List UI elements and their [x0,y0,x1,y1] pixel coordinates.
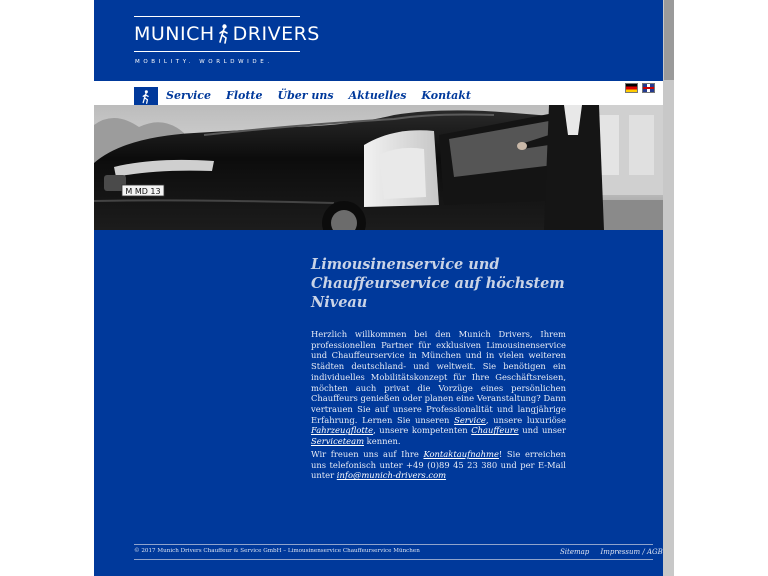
intro-text-e: kennen. [364,436,401,447]
logo-rule-bottom [134,51,300,52]
scrollbar-thumb[interactable] [664,0,674,80]
link-service[interactable]: Service [454,414,486,425]
contact-paragraph [311,449,566,481]
link-sitemap[interactable]: Sitemap [560,548,590,556]
intro-paragraph [311,329,566,447]
link-impressum[interactable]: Impressum / AGB [600,548,663,556]
hero-illustration [94,105,663,230]
license-plate: M MD 13 [125,187,161,196]
logo-name-right: DRIVERS [232,23,320,45]
intro-text-b: , unsere luxuriöse [485,414,567,425]
logo-wordmark [134,23,320,45]
language-switcher [625,83,655,93]
nav-item-kontakt[interactable]: Kontakt [421,89,471,102]
logo-name-left: MUNICH [134,23,215,45]
copyright: © 2017 Munich Drivers Chauffeur & Service GmbH – Limousinenservice Chauffeurservice München [134,548,420,554]
hero-image [94,105,663,230]
nav-item-ueber-uns[interactable]: Über uns [277,89,334,102]
logo-rule-top [134,16,300,17]
intro-text-d: und unser [518,425,566,436]
link-email[interactable]: info@munich-drivers.com [336,470,447,481]
flag-de-icon[interactable] [625,83,638,93]
nav-links [166,89,486,102]
contact-text-b: ! Sie erreichen uns telefonisch unter +49 (0)89 45 23 380 und per E-Mail unter [311,449,566,481]
runner-icon [141,90,151,104]
nav-item-service[interactable]: Service [166,89,212,102]
footer-divider-bottom [134,559,653,560]
footer-links [560,548,663,556]
scrollbar-track[interactable] [663,0,674,576]
intro-text-a: Herzlich willkommen bei den Munich Drivers, Ihrem professionellen Partner für exklusiven Limousinenservice und Chauffeurservice in München und in vielen weiteren Städten deutschland- und weltweit. Sie benötigen ein individuelles Mobilitätskonzept für Ihre Geschäftsreisen, möchten auch privat die Vorzüge eines persönlichen Chauffeurs genießen oder planen eine Veranstaltung? Dann vertrauen Sie auf unsere Professionalität und langjährige Erfahrung. Lernen Sie unseren [311,329,566,425]
nav-item-aktuelles[interactable]: Aktuelles [348,89,407,102]
flag-en-icon[interactable] [642,83,655,93]
footer-divider-top [134,544,653,545]
runner-icon [218,24,230,44]
link-fahrzeugflotte[interactable]: Fahrzeugflotte [311,425,374,436]
nav-item-flotte[interactable]: Flotte [226,89,263,102]
contact-text-a: Wir freuen uns auf Ihre [311,449,424,459]
link-chauffeure[interactable]: Chauffeure [471,425,519,436]
logo[interactable] [134,15,320,67]
logo-tagline: MOBILITY. WORLDWIDE. [135,59,273,65]
nav-bar [94,81,663,105]
intro-text-c: , unsere kompetenten [373,425,472,436]
home-button[interactable] [134,87,158,106]
link-serviceteam[interactable]: Serviceteam [311,436,365,447]
page-title: Limousinenservice und Chauffeurservice auf höchstem Niveau [311,256,565,311]
link-kontaktaufnahme[interactable]: Kontaktaufnahme [423,449,499,459]
